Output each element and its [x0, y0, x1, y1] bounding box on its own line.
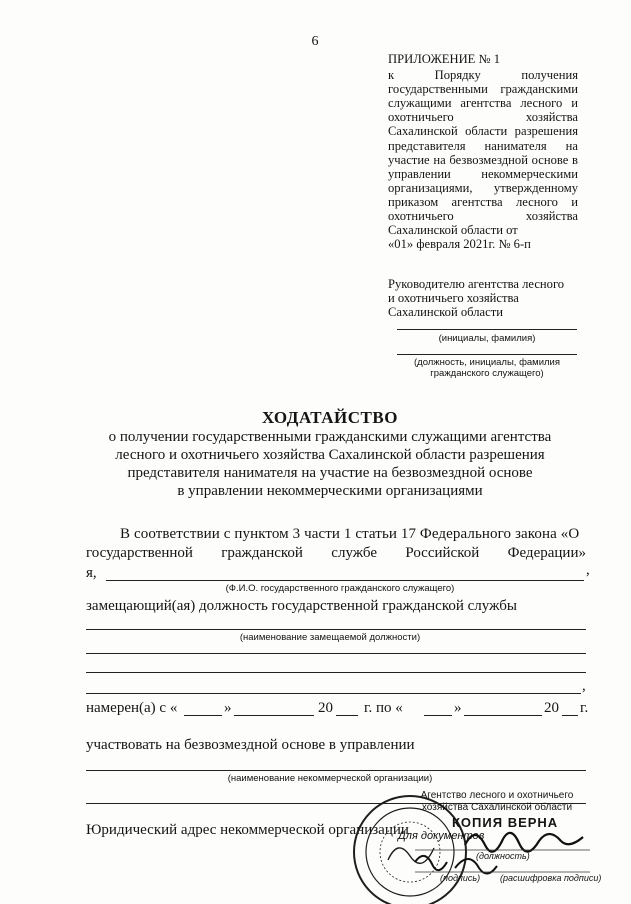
position-caption-line-1: (должность, инициалы, фамилия [413, 357, 560, 368]
position-field-caption: (наименование замещаемой должности) [239, 632, 421, 643]
page-number: 6 [311, 34, 319, 49]
appendix-date: «01» февраля 2021г. № 6-п [388, 237, 531, 252]
period-start-label: намерен(а) с « [86, 700, 178, 716]
end-quote: » [454, 700, 462, 716]
end-label: г. по « [364, 700, 403, 716]
fio-caption: (Ф.И.О. государственного гражданского служащего) [225, 583, 455, 594]
paragraph-word: Федерации» [507, 545, 586, 561]
position-comma: , [582, 678, 586, 694]
position-caption [397, 357, 577, 379]
paragraph-word: Российской [405, 545, 480, 561]
appendix-header: ПРИЛОЖЕНИЕ № 1 [388, 52, 500, 66]
subtitle-line-3: представителя нанимателя на участие на безвозмездной основе [127, 465, 533, 481]
document-title: ХОДАТАЙСТВО [262, 408, 398, 427]
stamp-decoding-caption: (расшифровка подписи) [500, 873, 602, 883]
paragraph-word: государственной [86, 545, 193, 561]
initials-underline [397, 329, 577, 330]
stamp-org-line-2: хозяйства Сахалинской области [421, 802, 573, 813]
end-month-field[interactable] [464, 715, 542, 716]
stamp-org-line-1: Агентство лесного и охотничьего [420, 790, 574, 801]
addressee-line-3: Сахалинской области [388, 305, 503, 320]
certified-copy-label: КОПИЯ ВЕРНА [452, 815, 559, 830]
position-field-line-3[interactable] [86, 672, 586, 673]
start-year-prefix: 20 [318, 700, 333, 716]
start-quote: » [224, 700, 232, 716]
paragraph-line-2 [86, 545, 586, 562]
end-day-field[interactable] [424, 715, 452, 716]
start-month-field[interactable] [234, 715, 314, 716]
start-day-field[interactable] [184, 715, 222, 716]
addressee-line-1: Руководителю агентства лесного [388, 277, 565, 291]
addressee-line-2: и охотничьего хозяйства [388, 291, 519, 306]
year-suffix: г. [580, 700, 589, 716]
end-year-field[interactable] [562, 715, 578, 716]
ya-label: я, [86, 565, 97, 581]
paragraph-word: службе [331, 545, 377, 561]
legal-address-label: Юридический адрес некоммерческой организации [86, 822, 409, 838]
subtitle-line-4: в управлении некоммерческими организациями [177, 483, 483, 499]
position-field-line-2[interactable] [86, 653, 586, 654]
paragraph-line-1: В соответствии с пунктом 3 части 1 статьи 17 Федерального закона «О [120, 526, 580, 542]
stamp-position-caption: (должность) [476, 851, 530, 861]
participate-label: участвовать на безвозмездной основе в управлении [86, 737, 415, 753]
appendix-block [388, 52, 578, 251]
paragraph-word: гражданской [221, 545, 303, 561]
position-caption-line-2: гражданского служащего) [430, 368, 544, 379]
organization-field[interactable] [86, 770, 586, 771]
end-year-prefix: 20 [544, 700, 559, 716]
subtitle-line-1: о получении государственными гражданскими служащими агентства [108, 429, 552, 445]
stamp-date-mark: Для документов [398, 830, 485, 842]
addressee-block [388, 277, 578, 319]
position-label: замещающий(ая) должность государственной гражданской службы [86, 598, 517, 614]
subtitle-line-2: лесного и охотничьего хозяйства Сахалинской области разрешения [115, 447, 545, 463]
stamp-signature-caption: (подпись) [440, 873, 481, 883]
position-field[interactable] [86, 629, 586, 630]
fio-comma: , [586, 562, 590, 578]
position-underline [397, 354, 577, 355]
position-field-line-4[interactable] [86, 693, 581, 694]
fio-field[interactable] [106, 580, 584, 581]
period-line [86, 700, 596, 722]
initials-caption: (инициалы, фамилия) [438, 333, 536, 344]
document-subtitle [70, 428, 590, 500]
start-year-field[interactable] [336, 715, 358, 716]
appendix-body: к Порядку получения государственными гражданскими служащими агентства лесного и охотничьего хозяйства Сахалинской области разрешения представителя нанимателя на участие на безвозмездной основе в управлении некоммерческими организациями, утвержденному приказом агентства лесного и охотничьего хозяйства Сахалинской области от [388, 68, 578, 238]
signature-icon [395, 790, 595, 904]
organization-caption: (наименование некоммерческой организации) [227, 773, 433, 784]
